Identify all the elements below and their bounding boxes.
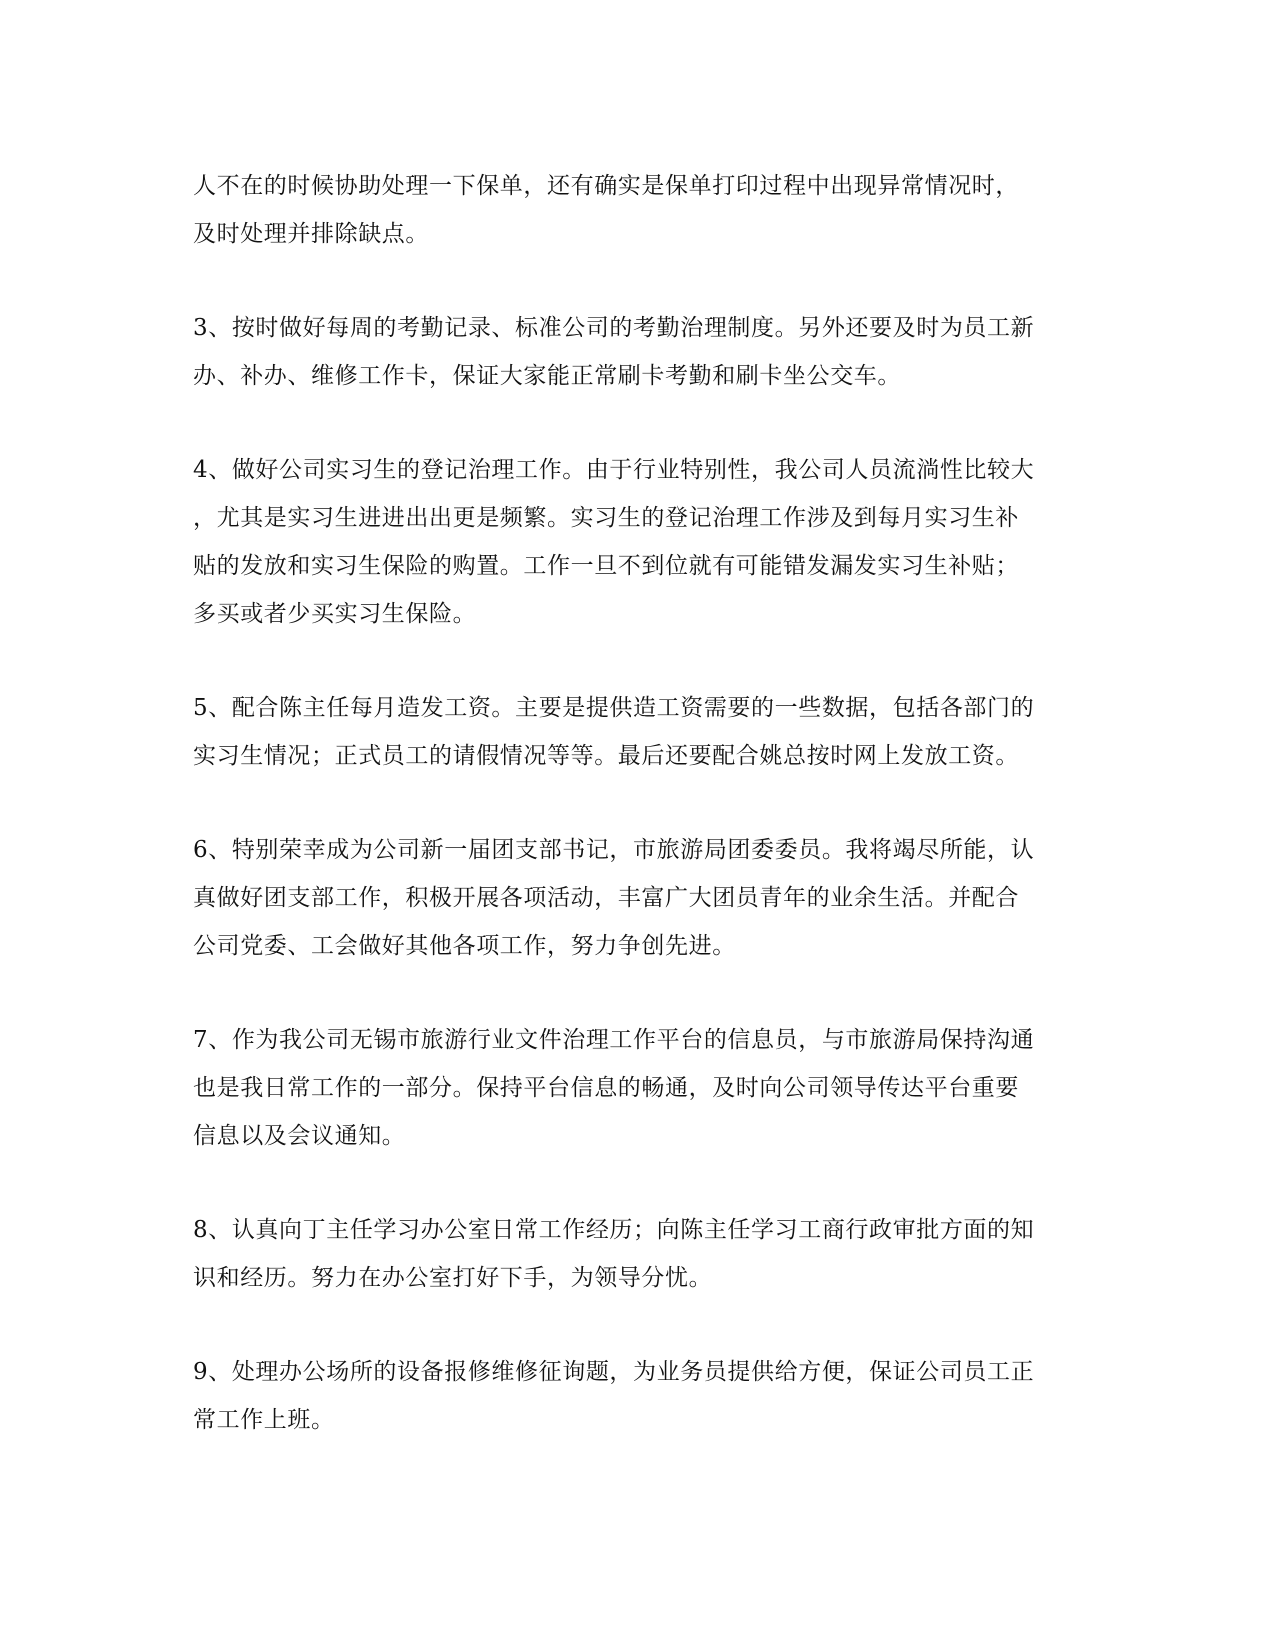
paragraph-item-8 <box>193 1206 1083 1302</box>
text-line: 5、配合陈主任每月造发工资。主要是提供造工资需要的一些数据，包括各部门的 <box>193 695 1035 721</box>
paragraph-item-3 <box>193 304 1083 400</box>
text-line: 信息以及会议通知。 <box>193 1123 406 1149</box>
text-line: 公司党委、工会做好其他各项工作，努力争创先进。 <box>193 933 736 959</box>
paragraph-item-5 <box>193 684 1083 780</box>
paragraph-item-6 <box>193 826 1083 970</box>
text-line: 8、认真向丁主任学习办公室日常工作经历；向陈主任学习工商行政审批方面的知 <box>193 1217 1035 1243</box>
text-line: 9、处理办公场所的设备报修维修征询题，为业务员提供给方便，保证公司员工正 <box>193 1359 1035 1385</box>
text-line: 实习生情况；正式员工的请假情况等等。最后还要配合姚总按时网上发放工资。 <box>193 743 1019 769</box>
paragraph-item-7 <box>193 1016 1083 1160</box>
text-line: 4、做好公司实习生的登记治理工作。由于行业特别性，我公司人员流淌性比较大 <box>193 457 1035 483</box>
text-line: 识和经历。努力在办公室打好下手，为领导分忧。 <box>193 1265 713 1291</box>
text-line: 7、作为我公司无锡市旅游行业文件治理工作平台的信息员，与市旅游局保持沟通 <box>193 1027 1035 1053</box>
document-body <box>193 162 1083 1490</box>
text-line: 多买或者少买实习生保险。 <box>193 601 477 627</box>
text-line: 常工作上班。 <box>193 1407 335 1433</box>
text-line: 3、按时做好每周的考勤记录、标准公司的考勤治理制度。另外还要及时为员工新 <box>193 315 1035 341</box>
text-line: 真做好团支部工作，积极开展各项活动，丰富广大团员青年的业余生活。并配合 <box>193 885 1019 911</box>
text-line: 人不在的时候协助处理一下保单，还有确实是保单打印过程中出现异常情况时， <box>193 173 1019 199</box>
text-line: 贴的发放和实习生保险的购置。工作一旦不到位就有可能错发漏发实习生补贴； <box>193 553 1019 579</box>
text-line: 6、特别荣幸成为公司新一届团支部书记，市旅游局团委委员。我将竭尽所能，认 <box>193 837 1035 863</box>
paragraph-continuation <box>193 162 1083 258</box>
text-line: 也是我日常工作的一部分。保持平台信息的畅通，及时向公司领导传达平台重要 <box>193 1075 1019 1101</box>
paragraph-item-9 <box>193 1348 1083 1444</box>
text-line: 办、补办、维修工作卡，保证大家能正常刷卡考勤和刷卡坐公交车。 <box>193 363 901 389</box>
text-line: 及时处理并排除缺点。 <box>193 221 429 247</box>
text-line: ，尤其是实习生进进出出更是频繁。实习生的登记治理工作涉及到每月实习生补 <box>193 505 1019 531</box>
paragraph-item-4 <box>193 446 1083 638</box>
